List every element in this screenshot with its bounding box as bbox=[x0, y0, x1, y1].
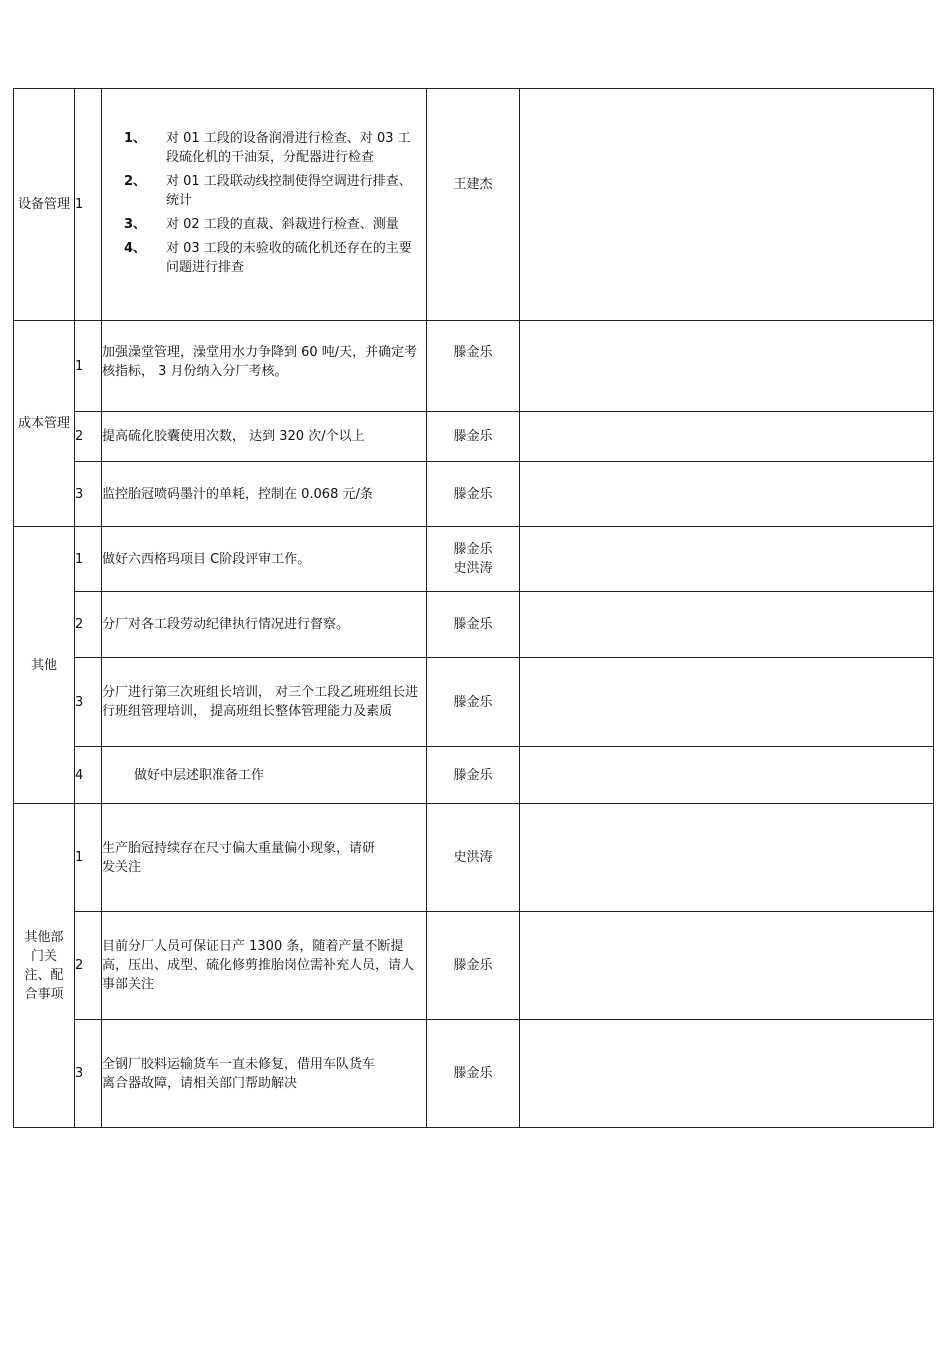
table-row bbox=[14, 412, 934, 462]
owner-cell: 滕金乐 bbox=[427, 1020, 520, 1128]
notes-cell bbox=[520, 804, 934, 912]
row-number: 2 bbox=[75, 412, 102, 462]
task-content: 分厂对各工段劳动纪律执行情况进行督察。 bbox=[102, 592, 427, 658]
task-content: 做好六西格玛项目 C阶段评审工作。 bbox=[102, 527, 427, 592]
table-row bbox=[14, 804, 934, 912]
row-number: 3 bbox=[75, 658, 102, 747]
task-content: 做好中层述职准备工作 bbox=[102, 747, 427, 804]
notes-cell bbox=[520, 412, 934, 462]
category-cell: 成本管理 bbox=[14, 321, 75, 527]
table-row bbox=[14, 912, 934, 1020]
owner-cell: 史洪涛 bbox=[427, 804, 520, 912]
task-content: 加强澡堂管理，澡堂用水力争降到 60 吨/天，并确定考核指标， 3 月份纳入分厂考核。 bbox=[102, 321, 427, 412]
notes-cell bbox=[520, 912, 934, 1020]
notes-cell bbox=[520, 1020, 934, 1128]
table-row bbox=[14, 462, 934, 527]
row-number: 3 bbox=[75, 1020, 102, 1128]
owner-cell: 王建杰 bbox=[427, 89, 520, 321]
owner-cell: 滕金乐 bbox=[427, 658, 520, 747]
table-row bbox=[14, 89, 934, 321]
row-number: 2 bbox=[75, 912, 102, 1020]
notes-cell bbox=[520, 462, 934, 527]
table-row bbox=[14, 592, 934, 658]
task-content: 分厂进行第三次班组长培训， 对三个工段乙班班组长进行班组管理培训， 提高班组长整体管理能力及素质 bbox=[102, 658, 427, 747]
category-cell: 其他部门关注、配合事项 bbox=[14, 804, 75, 1128]
list-item: 1、 对 01 工段的设备润滑进行检查、对 03 工段硫化机的干油泵，分配器进行检查 bbox=[124, 131, 411, 165]
owner-cell: 滕金乐 bbox=[427, 412, 520, 462]
row-number: 1 bbox=[75, 804, 102, 912]
task-content: 提高硫化胶囊使用次数， 达到 320 次/个以上 bbox=[102, 412, 427, 462]
category-cell: 设备管理 bbox=[14, 89, 75, 321]
task-content: 目前分厂人员可保证日产 1300 条，随着产量不断提高，压出、成型、硫化修剪推胎岗位需补充人员，请人事部关注 bbox=[102, 912, 427, 1020]
work-plan-table bbox=[13, 88, 934, 1128]
notes-cell bbox=[520, 747, 934, 804]
list-item: 2、 对 01 工段联动线控制使得空调进行排查、统计 bbox=[124, 174, 412, 208]
owner-cell: 滕金乐 bbox=[427, 462, 520, 527]
task-content: 全钢厂胶料运输货车一直未修复，借用车队货车离合器故障，请相关部门帮助解决 bbox=[102, 1020, 427, 1128]
list-item: 3、 对 02 工段的直裁、斜裁进行检查、测量 bbox=[124, 217, 399, 232]
table-row bbox=[14, 321, 934, 412]
category-cell: 其他 bbox=[14, 527, 75, 804]
row-number: 4 bbox=[75, 747, 102, 804]
table-row bbox=[14, 1020, 934, 1128]
notes-cell bbox=[520, 89, 934, 321]
task-content: 监控胎冠喷码墨汁的单耗，控制在 0.068 元/条 bbox=[102, 462, 427, 527]
row-number: 1 bbox=[75, 321, 102, 412]
row-number: 2 bbox=[75, 592, 102, 658]
notes-cell bbox=[520, 321, 934, 412]
row-number: 1 bbox=[75, 89, 102, 321]
row-number: 1 bbox=[75, 527, 102, 592]
owner-cell: 滕金乐 bbox=[427, 912, 520, 1020]
owner-cell: 滕金乐 bbox=[427, 321, 520, 412]
owner-cell: 滕金乐 史洪涛 bbox=[427, 527, 520, 592]
task-content: 生产胎冠持续存在尺寸偏大重量偏小现象，请研发关注 bbox=[102, 804, 427, 912]
owner-cell: 滕金乐 bbox=[427, 592, 520, 658]
row-number: 3 bbox=[75, 462, 102, 527]
table-row bbox=[14, 527, 934, 592]
notes-cell bbox=[520, 658, 934, 747]
task-list-cell bbox=[102, 89, 427, 321]
table-row bbox=[14, 658, 934, 747]
notes-cell bbox=[520, 592, 934, 658]
owner-cell: 滕金乐 bbox=[427, 747, 520, 804]
notes-cell bbox=[520, 527, 934, 592]
table-row bbox=[14, 747, 934, 804]
list-item: 4、 对 03 工段的未验收的硫化机还存在的主要问题进行排查 bbox=[124, 241, 412, 275]
